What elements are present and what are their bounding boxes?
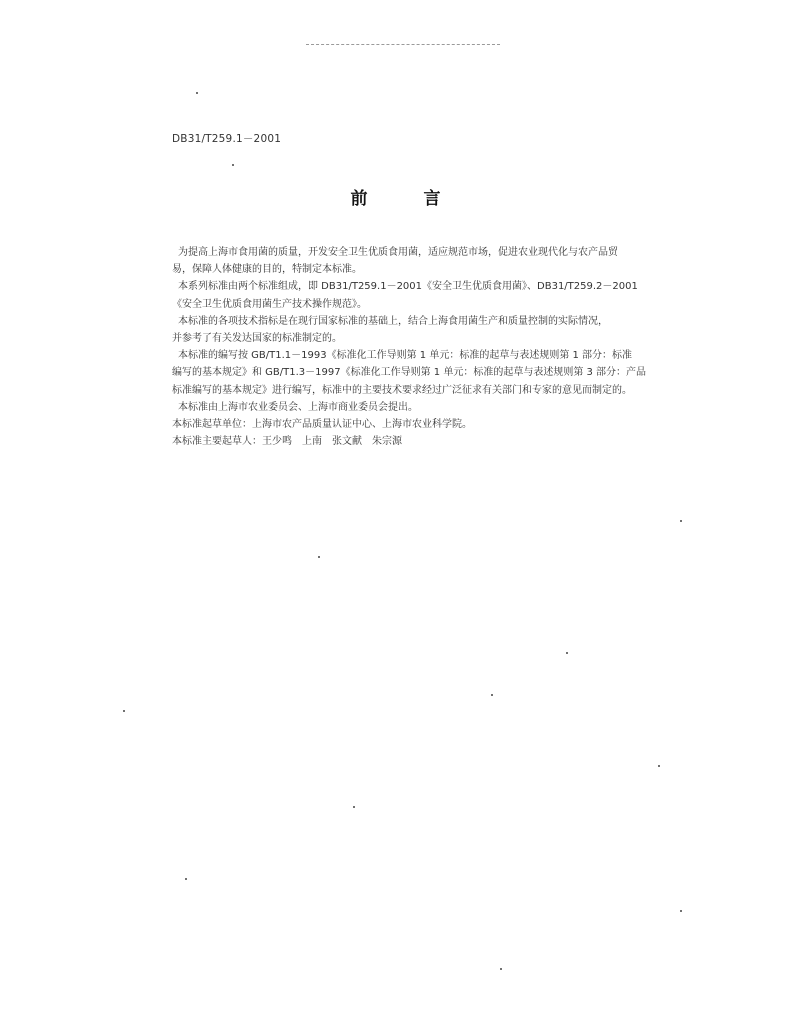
preface-body <box>172 244 702 450</box>
scan-speck <box>680 910 682 912</box>
paragraph-line: 本系列标准由两个标准组成，即 DB31/T259.1－2001《安全卫生优质食用菌》、DB31/T259.2－2001 <box>178 281 638 293</box>
paragraph-line: 编写的基本规定》和 GB/T1.3－1997《标准化工作导则第 1 单元：标准的起草与表述规则第 3 部分：产品 <box>172 367 647 379</box>
scan-speck <box>566 652 568 654</box>
page-title <box>0 184 791 209</box>
scan-speck <box>658 765 660 767</box>
paragraph-line: 并参考了有关发达国家的标准制定的。 <box>172 333 342 345</box>
scan-speck <box>318 556 320 558</box>
paragraph-line: 《安全卫生优质食用菌生产技术操作规范》。 <box>172 298 367 310</box>
paragraph-line: 本标准主要起草人：王少鸣 上南 张文献 朱宗源 <box>172 436 402 448</box>
paragraph-line: 为提高上海市食用菌的质量，开发安全卫生优质食用菌，适应规范市场，促进农业现代化与农产品贸 <box>178 247 618 258</box>
header-rule <box>306 44 500 45</box>
scan-speck <box>353 806 355 808</box>
scan-speck <box>232 164 234 166</box>
title-char-2: 言 <box>423 189 441 209</box>
standard-code: DB31/T259.1－2001 <box>172 133 282 145</box>
paragraph-line: 本标准起草单位：上海市农产品质量认证中心、上海市农业科学院。 <box>172 419 472 431</box>
scan-speck <box>491 694 493 696</box>
title-char-1: 前 <box>350 189 368 209</box>
paragraph-line: 易，保障人体健康的目的，特制定本标准。 <box>172 264 362 276</box>
scan-speck <box>123 710 125 712</box>
scan-speck <box>500 968 502 970</box>
paragraph-line: 标准编写的基本规定》进行编写，标准中的主要技术要求经过广泛征求有关部门和专家的意见而制定的。 <box>172 384 632 396</box>
paragraph-line: 本标准的编写按 GB/T1.1－1993《标准化工作导则第 1 单元：标准的起草与表述规则第 1 部分：标准 <box>178 350 633 362</box>
scan-speck <box>196 92 198 94</box>
scan-speck <box>680 520 682 522</box>
paragraph-line: 本标准由上海市农业委员会、上海市商业委员会提出。 <box>178 401 418 413</box>
paragraph-line: 本标准的各项技术指标是在现行国家标准的基础上，结合上海食用菌生产和质量控制的实际情况， <box>178 315 608 327</box>
scan-speck <box>185 878 187 880</box>
